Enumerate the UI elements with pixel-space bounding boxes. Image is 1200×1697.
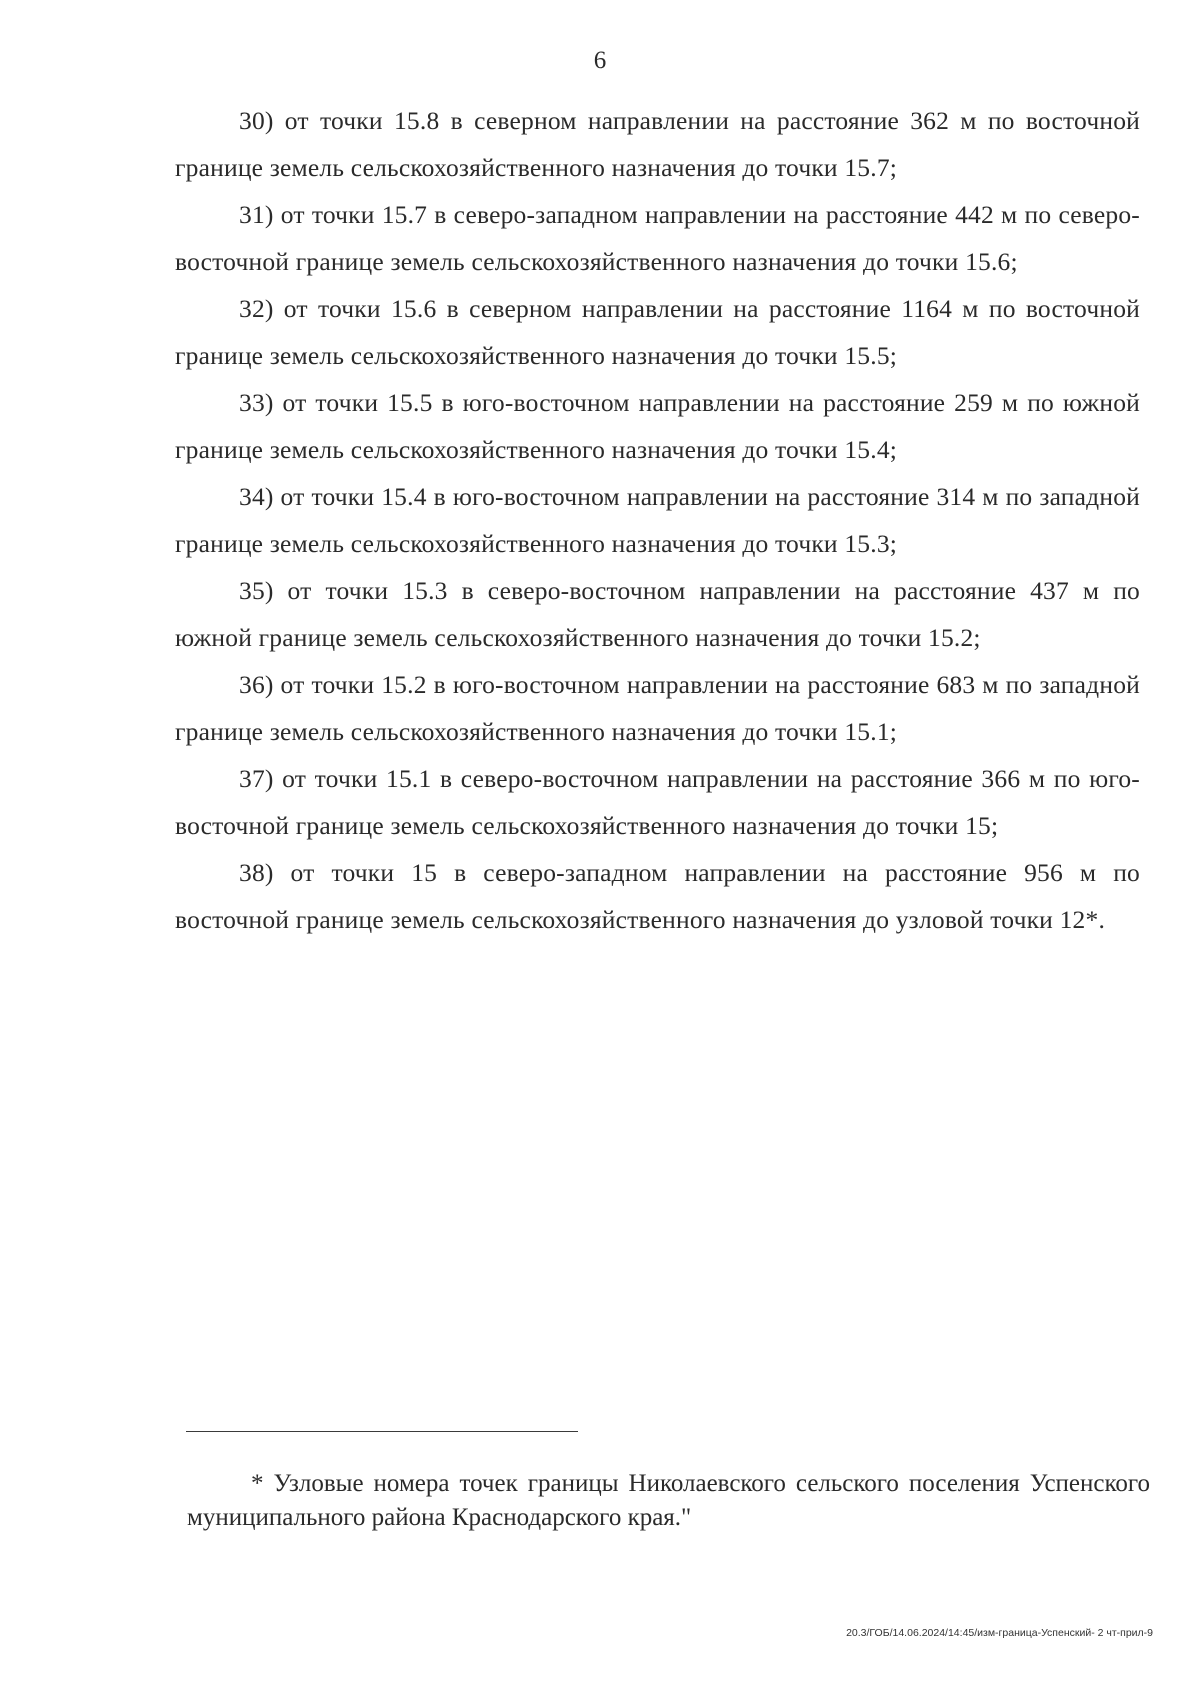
footnote-divider xyxy=(186,1431,578,1432)
document-body xyxy=(175,97,1140,943)
list-item: 31) от точки 15.7 в северо-западном направлении на расстояние 442 м по северо-восточной границе земель сельскохозяйственного назначения до точки 15.6; xyxy=(175,200,1140,276)
page-number: 6 xyxy=(593,47,607,74)
list-item: 37) от точки 15.1 в северо-восточном направлении на расстояние 366 м по юго-восточной границе земель сельскохозяйственного назначения до точки 15; xyxy=(175,764,1140,840)
footnote: * Узловые номера точек границы Николаевского сельского поселения Успенского муниципального района Краснодарского края." xyxy=(187,1470,1150,1531)
list-item: 35) от точки 15.3 в северо-восточном направлении на расстояние 437 м по южной границе земель сельскохозяйственного назначения до точки 15.2; xyxy=(175,576,1140,652)
list-item: 30) от точки 15.8 в северном направлении на расстояние 362 м по восточной границе земель сельскохозяйственного назначения до точки 15.7; xyxy=(175,106,1140,182)
file-reference: 20.3/ГОБ/14.06.2024/14:45/изм-граница-Успенский- 2 чт-прил-9 xyxy=(846,1627,1153,1639)
list-item: 32) от точки 15.6 в северном направлении на расстояние 1164 м по восточной границе земель сельскохозяйственного назначения до точки 15.5; xyxy=(175,294,1140,370)
list-item: 33) от точки 15.5 в юго-восточном направлении на расстояние 259 м по южной границе земель сельскохозяйственного назначения до точки 15.4; xyxy=(175,388,1140,464)
list-item: 36) от точки 15.2 в юго-восточном направлении на расстояние 683 м по западной границе земель сельскохозяйственного назначения до точки 15.1; xyxy=(175,670,1140,746)
list-item: 38) от точки 15 в северо-западном направлении на расстояние 956 м по восточной границе земель сельскохозяйственного назначения до узловой точки 12*. xyxy=(175,858,1140,934)
list-item: 34) от точки 15.4 в юго-восточном направлении на расстояние 314 м по западной границе земель сельскохозяйственного назначения до точки 15.3; xyxy=(175,482,1140,558)
